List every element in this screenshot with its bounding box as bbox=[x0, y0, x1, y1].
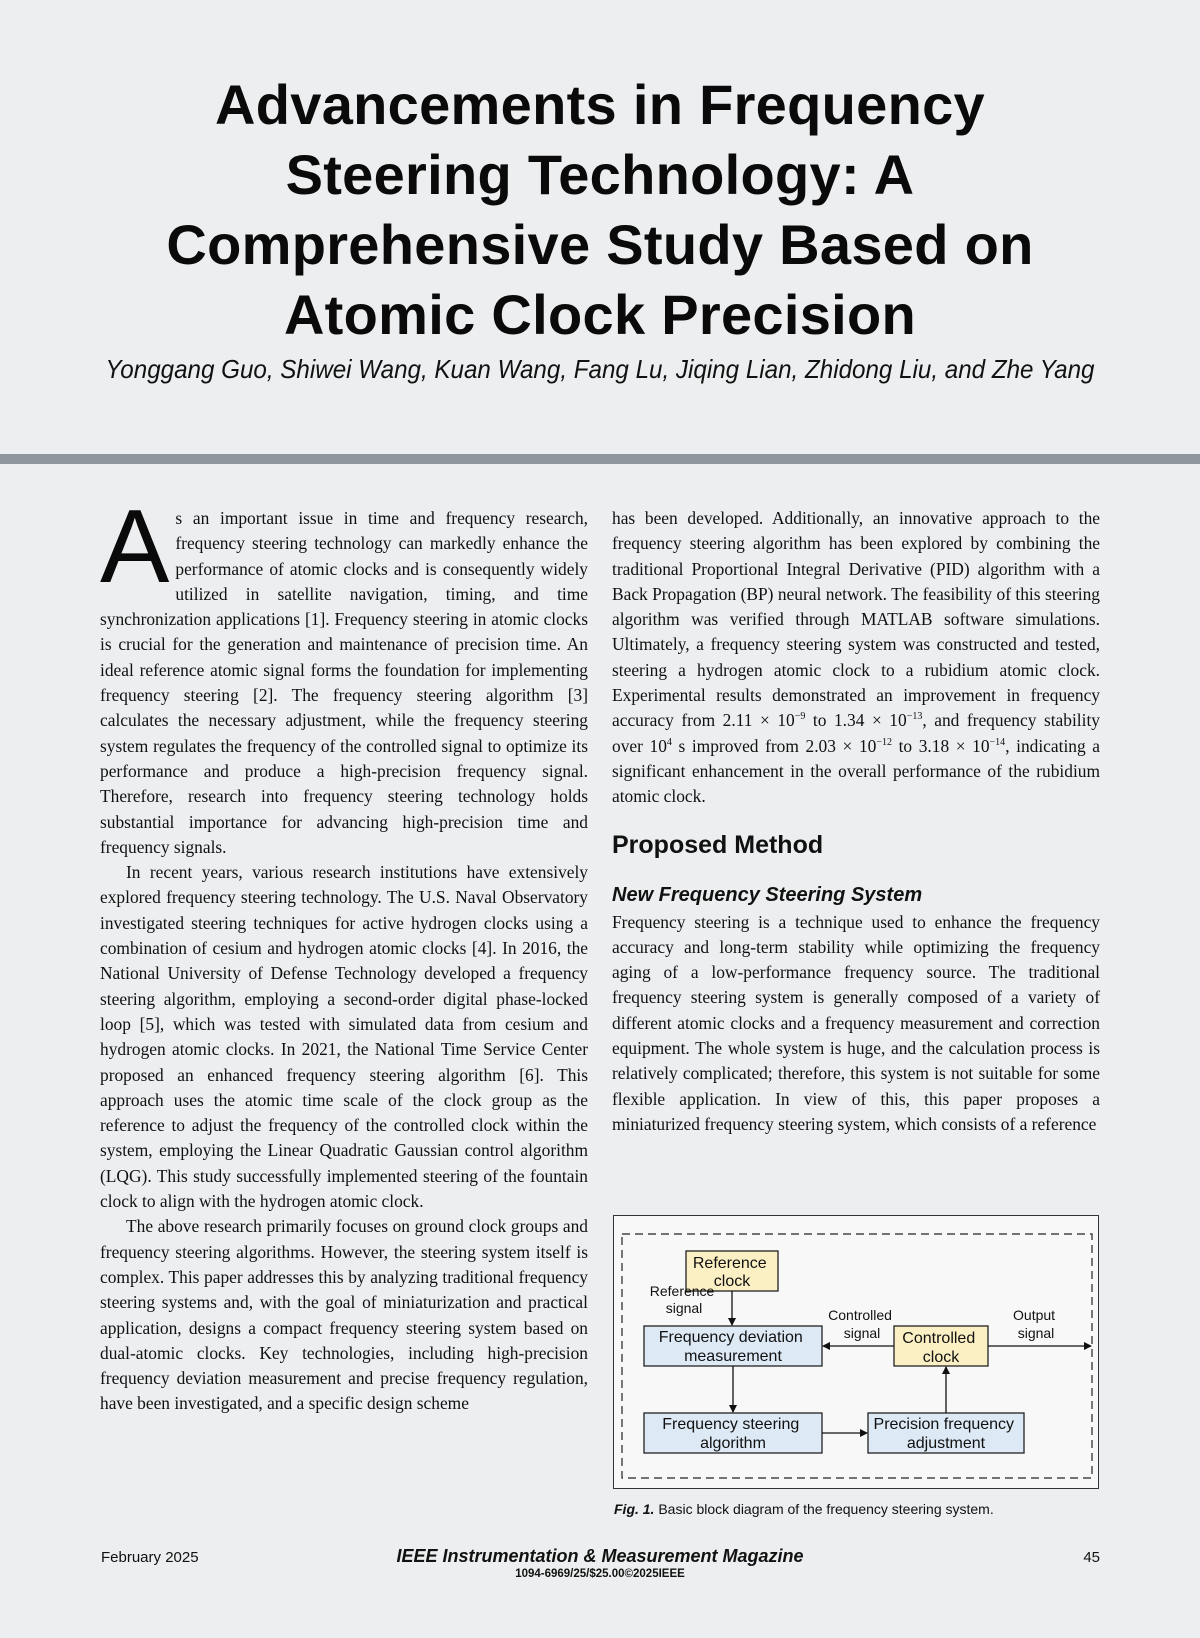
precision-adjustment-label: adjustment bbox=[906, 1435, 986, 1452]
freq-dev-measurement-label: measurement bbox=[684, 1348, 782, 1365]
issn-line: 1094-6969/25/$25.00©2025IEEE bbox=[515, 1568, 685, 1580]
svg-text:Reference signal bbox=[650, 1283, 718, 1316]
title-line: Comprehensive Study Based on bbox=[166, 213, 1034, 276]
text-run: to 1.34 × 10 bbox=[805, 710, 907, 731]
controlled-clock-label: Controlled bbox=[902, 1330, 976, 1347]
drop-cap: A bbox=[100, 489, 170, 605]
author-list: Yonggang Guo, Shiwei Wang, Kuan Wang, Fang Lu, Jiqing Lian, Zhidong Liu, and Zhe Yang bbox=[105, 354, 1095, 384]
precision-adjustment-label: Precision frequency bbox=[873, 1416, 1015, 1433]
magazine-name: IEEE Instrumentation & Measurement Magazine bbox=[396, 1546, 804, 1566]
body-paragraph: In recent years, various research institutions have extensively explored frequency steering technology. The U.S. Naval Observatory investigated steering techniques for active hydrogen clocks using a combination of cesium and hydrogen atomic clocks [4]. In 2016, the National University of Defense Technology developed a frequency steering algorithm, employing a second-order digital phase-locked loop [5], which was tested with simulated data from cesium and hydrogen atomic clocks. In 2021, the National Time Service Center proposed an enhanced frequency steering algorithm [6]. This approach uses the atomic time scale of the clock group as the reference to adjust the frequency of the controlled clock within the system, employing the Linear Quadratic Gaussian control algorithm (LQG). This study successfully implemented steering of the fountain clock to align with the hydrogen atomic clock. bbox=[100, 862, 588, 1212]
text-run: has been developed. Additionally, an innovative approach to the frequency steering algorithm has been explored by combining the traditional Proportional Integral Derivative (PID) algorithm with a Back Propagation (BP) neural network. The feasibility of this steering algorithm was verified through MATLAB software simulations. Ultimately, a frequency steering system was constructed and tested, steering a hydrogen atomic clock to a rubidium atomic clock. Experimental results demonstrated an improvement in frequency accuracy from 2.11 × 10 bbox=[612, 508, 1100, 731]
body-paragraph: The above research primarily focuses on ground clock groups and frequency steering algorithms. However, the steering system itself is complex. This paper addresses this by analyzing traditional frequency steering systems and, with the goal of miniaturization and practical application, designs a compact frequency steering system based on dual-atomic clocks. Key technologies, including high-precision frequency deviation measurement and precise frequency regulation, have been investigated, and a specific design scheme bbox=[100, 1216, 588, 1414]
title-line: Steering Technology: A bbox=[285, 143, 915, 206]
body-paragraph bbox=[612, 506, 1100, 810]
steering-algorithm-label: Frequency steering bbox=[662, 1416, 800, 1433]
intro-paragraph-text: s an important issue in time and frequency research, frequency steering technology can markedly enhance the performance of atomic clocks and is consequently widely utilized in satellite navigation, timing, and time synchronization applications [1]. Frequency steering in atomic clocks is crucial for the generation and maintenance of precision time. An ideal reference atomic signal forms the foundation for implementing frequency steering [2]. The frequency steering algorithm [3] calculates the necessary adjustment, while the frequency steering system regulates the frequency of the controlled signal to optimize its performance and produce a high-precision frequency signal. Therefore, research into frequency steering technology holds substantial importance for advancing high-precision time and frequency signals. bbox=[100, 508, 588, 857]
intro-paragraph bbox=[100, 489, 588, 860]
right-column bbox=[612, 506, 1100, 1137]
title-line: Advancements in Frequency bbox=[215, 73, 985, 136]
reference-signal-label: signal bbox=[665, 1300, 703, 1316]
superscript: −13 bbox=[906, 711, 923, 723]
text-run: , indicating a significant enhancement in the overall performance of the rubidium atomic clock. bbox=[612, 735, 1100, 807]
figure-caption-label: Fig. 1. bbox=[614, 1501, 655, 1517]
figure-block-diagram bbox=[613, 1215, 1099, 1489]
title-line: Atomic Clock Precision bbox=[283, 283, 917, 346]
reference-signal-label: Reference bbox=[649, 1283, 715, 1299]
superscript: 4 bbox=[666, 736, 672, 748]
block-diagram-svg bbox=[614, 1216, 1100, 1490]
left-column bbox=[100, 489, 588, 1417]
article-title bbox=[60, 70, 1140, 350]
reference-clock-label: clock bbox=[713, 1273, 751, 1290]
reference-clock-label: Reference bbox=[692, 1255, 767, 1272]
header-divider bbox=[0, 454, 1200, 464]
superscript: −12 bbox=[876, 736, 892, 748]
page-number: 45 bbox=[1083, 1549, 1100, 1566]
text-run: , and frequency stability over 10 bbox=[612, 710, 1100, 756]
controlled-clock-label: clock bbox=[922, 1349, 960, 1366]
svg-text:Output signal bbox=[1013, 1307, 1059, 1341]
controlled-signal-label: signal bbox=[843, 1325, 881, 1341]
superscript: −14 bbox=[989, 736, 1006, 748]
figure-caption bbox=[614, 1500, 1100, 1518]
output-signal-label: Output bbox=[1013, 1307, 1056, 1323]
steering-algorithm-label: algorithm bbox=[700, 1435, 766, 1452]
output-signal-label: signal bbox=[1017, 1325, 1055, 1341]
superscript: −9 bbox=[794, 711, 806, 723]
footer-date: February 2025 bbox=[101, 1549, 199, 1566]
subsection-heading: New Frequency Steering System bbox=[612, 883, 923, 906]
text-run: s improved from 2.03 × 10 bbox=[671, 735, 877, 756]
text-run: to 3.18 × 10 bbox=[891, 735, 990, 756]
section-heading: Proposed Method bbox=[612, 830, 824, 859]
svg-text:Controlled signal bbox=[828, 1307, 896, 1341]
figure-caption-text: Basic block diagram of the frequency steering system. bbox=[654, 1501, 994, 1517]
footer-publication bbox=[300, 1545, 900, 1582]
freq-dev-measurement-label: Frequency deviation bbox=[658, 1329, 803, 1346]
body-paragraph: Frequency steering is a technique used to enhance the frequency accuracy and long-term stability while optimizing the frequency aging of a low-performance frequency source. The traditional frequency steering system is generally composed of a variety of different atomic clocks and a frequency measurement and correction equipment. The whole system is huge, and the calculation process is relatively complicated; therefore, this system is not suitable for some flexible application. In view of this, this paper proposes a miniaturized frequency steering system, which consists of a reference bbox=[612, 911, 1100, 1134]
controlled-signal-label: Controlled bbox=[828, 1307, 892, 1323]
